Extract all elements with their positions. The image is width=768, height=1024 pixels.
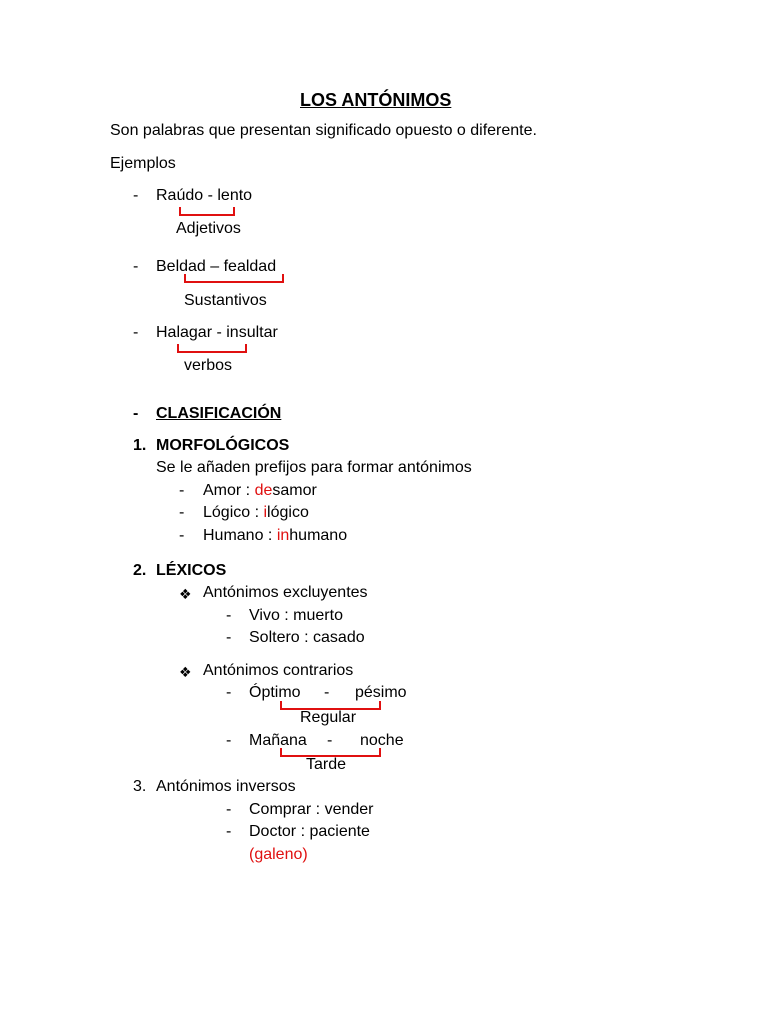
inverso-item: Comprar : vender <box>249 801 374 818</box>
example-category: verbos <box>184 357 233 374</box>
list-dash: - <box>226 629 232 646</box>
contrario-middle: Tarde <box>306 756 347 773</box>
list-dash: - <box>133 405 139 422</box>
ejemplos-label: Ejemplos <box>110 155 176 172</box>
list-dash: - <box>179 527 185 544</box>
list-dash: - <box>133 187 139 204</box>
list-dash: - <box>226 684 232 701</box>
morfologico-item: Lógico : ilógico <box>203 504 309 521</box>
morfologicos-heading: MORFOLÓGICOS <box>156 437 290 454</box>
red-bracket <box>177 344 247 353</box>
red-bracket <box>184 274 284 283</box>
excluyente-item: Vivo : muerto <box>249 607 343 624</box>
list-dash: - <box>179 482 185 499</box>
prefix-highlight: i <box>263 504 268 521</box>
list-dash: - <box>133 258 139 275</box>
contrario-middle: Regular <box>300 709 357 726</box>
contrario-right: pésimo <box>355 684 407 701</box>
contrario-left: Óptimo <box>249 684 301 701</box>
contrario-sep: - <box>324 684 330 701</box>
list-dash: - <box>226 801 232 818</box>
morfologico-item: Humano : inhumano <box>203 527 348 544</box>
lexicos-heading: LÉXICOS <box>156 562 227 579</box>
example-pair: Raúdo - lento <box>156 187 253 204</box>
list-number: 3. <box>133 778 147 795</box>
prefix-highlight: in <box>276 527 290 544</box>
page-title: LOS ANTÓNIMOS <box>300 90 452 110</box>
definition-text: Son palabras que presentan significado opuesto o diferente. <box>110 122 537 139</box>
red-bracket <box>179 207 235 216</box>
list-dash: - <box>226 823 232 840</box>
example-pair: Halagar - insultar <box>156 324 278 341</box>
section-heading: CLASIFICACIÓN <box>156 405 282 422</box>
list-number: 2. <box>133 562 147 579</box>
diamond-bullet-icon: ❖ <box>179 586 192 602</box>
contrario-left: Mañana <box>249 732 307 749</box>
contrario-right: noche <box>360 732 404 749</box>
inverso-note: (galeno) <box>249 846 308 863</box>
contrarios-label: Antónimos contrarios <box>203 662 354 679</box>
morfologicos-description: Se le añaden prefijos para formar antónimos <box>156 459 472 476</box>
inverso-item: Doctor : paciente <box>249 823 370 840</box>
inversos-heading: Antónimos inversos <box>156 778 296 795</box>
example-category: Adjetivos <box>176 220 241 237</box>
list-dash: - <box>226 607 232 624</box>
example-pair: Beldad – fealdad <box>156 258 277 275</box>
contrario-sep: - <box>327 732 333 749</box>
list-number: 1. <box>133 437 147 454</box>
example-category: Sustantivos <box>184 292 267 309</box>
diamond-bullet-icon: ❖ <box>179 664 192 680</box>
prefix-highlight: de <box>254 482 273 499</box>
morfologico-item: Amor : desamor <box>203 482 317 499</box>
excluyentes-label: Antónimos excluyentes <box>203 584 368 601</box>
list-dash: - <box>226 732 232 749</box>
list-dash: - <box>179 504 185 521</box>
excluyente-item: Soltero : casado <box>249 629 365 646</box>
list-dash: - <box>133 324 139 341</box>
